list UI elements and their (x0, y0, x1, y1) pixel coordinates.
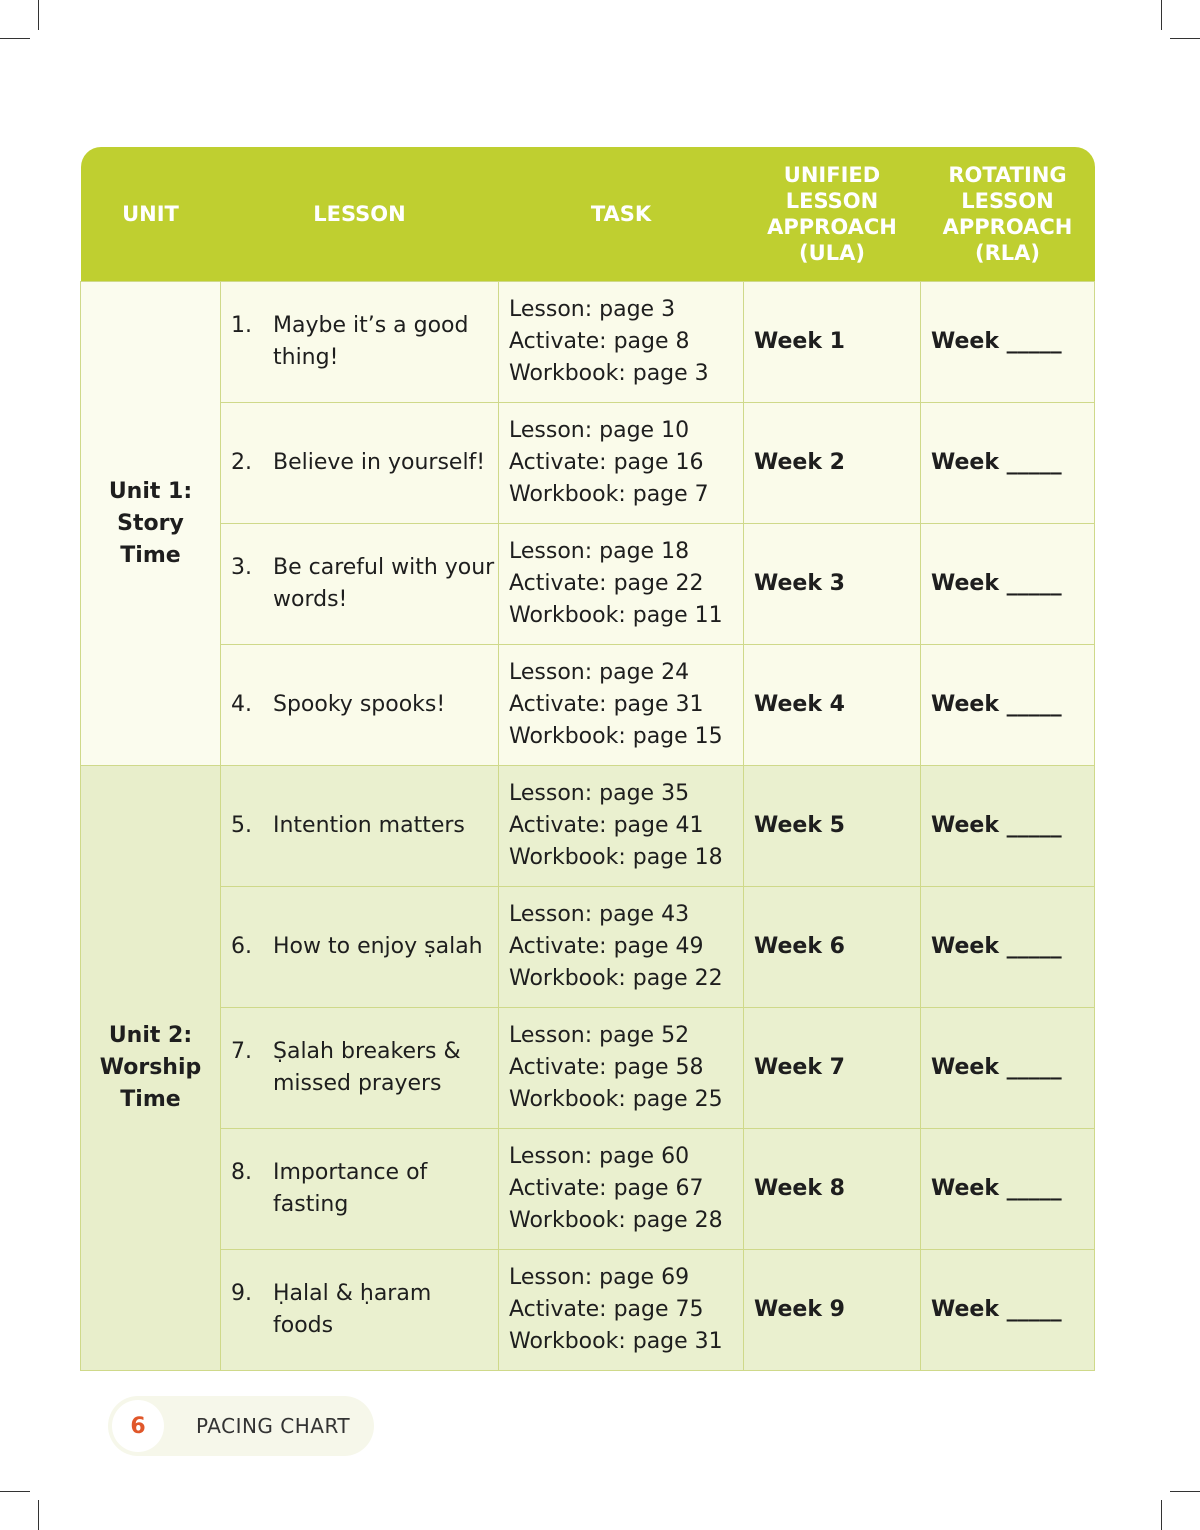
crop-mark (38, 0, 39, 30)
crop-mark (1170, 38, 1200, 39)
task-line: Workbook: page 11 (509, 603, 723, 628)
ula-week: Week 4 (744, 645, 921, 766)
task-line: Workbook: page 7 (509, 482, 709, 507)
task-cell (499, 403, 744, 524)
crop-mark (0, 1491, 30, 1492)
pacing-chart-table-wrap (80, 147, 1094, 1371)
unit-label: Unit 2: Worship Time (81, 766, 221, 1371)
task-line: Workbook: page 18 (509, 845, 723, 870)
task-line: Activate: page 16 (509, 450, 704, 475)
task-line: Workbook: page 3 (509, 361, 709, 386)
header-ula: UNIFIED LESSON APPROACH (ULA) (744, 147, 921, 282)
ula-week: Week 8 (744, 1129, 921, 1250)
table-row (81, 1008, 1095, 1129)
header-task: TASK (499, 147, 744, 282)
lesson-title: Ḥalal & ḥaram foods (273, 1281, 432, 1338)
task-line: Lesson: page 24 (509, 660, 690, 685)
table-body (81, 282, 1095, 1371)
table-row (81, 524, 1095, 645)
lesson-cell (221, 1129, 499, 1250)
lesson-number: 5. (231, 813, 252, 838)
task-cell (499, 766, 744, 887)
task-cell (499, 524, 744, 645)
lesson-cell (221, 524, 499, 645)
lesson-cell (221, 282, 499, 403)
ula-week: Week 6 (744, 887, 921, 1008)
table-row (81, 1129, 1095, 1250)
task-line: Activate: page 67 (509, 1176, 704, 1201)
lesson-title: Be careful with your words! (273, 555, 495, 612)
lesson-number: 2. (231, 450, 252, 475)
lesson-title: Importance of fasting (273, 1160, 428, 1217)
task-line: Activate: page 75 (509, 1297, 704, 1322)
lesson-cell (221, 645, 499, 766)
ula-week: Week 1 (744, 282, 921, 403)
task-line: Activate: page 22 (509, 571, 704, 596)
task-line: Activate: page 31 (509, 692, 704, 717)
rla-week: Week _____ (921, 282, 1095, 403)
ula-week: Week 9 (744, 1250, 921, 1371)
task-line: Lesson: page 60 (509, 1144, 690, 1169)
task-line: Activate: page 41 (509, 813, 704, 838)
lesson-cell (221, 1008, 499, 1129)
task-line: Lesson: page 35 (509, 781, 690, 806)
task-line: Workbook: page 22 (509, 966, 723, 991)
crop-mark (0, 38, 30, 39)
task-cell (499, 645, 744, 766)
task-line: Lesson: page 3 (509, 297, 676, 322)
task-line: Lesson: page 10 (509, 418, 690, 443)
ula-week: Week 2 (744, 403, 921, 524)
task-line: Workbook: page 28 (509, 1208, 723, 1233)
rla-week: Week _____ (921, 1008, 1095, 1129)
crop-mark (38, 1500, 39, 1530)
lesson-title: Ṣalah breakers & missed prayers (273, 1039, 461, 1096)
rla-week: Week _____ (921, 1250, 1095, 1371)
lesson-cell (221, 403, 499, 524)
lesson-number: 4. (231, 692, 252, 717)
task-line: Lesson: page 69 (509, 1265, 690, 1290)
lesson-number: 9. (231, 1281, 252, 1306)
header-rla: ROTATING LESSON APPROACH (RLA) (921, 147, 1095, 282)
rla-week: Week _____ (921, 766, 1095, 887)
ula-week: Week 3 (744, 524, 921, 645)
task-cell (499, 1008, 744, 1129)
lesson-number: 7. (231, 1039, 252, 1064)
rla-week: Week _____ (921, 524, 1095, 645)
task-line: Lesson: page 18 (509, 539, 690, 564)
task-cell (499, 1250, 744, 1371)
table-row (81, 282, 1095, 403)
page-number: 6 (112, 1400, 164, 1452)
table-row (81, 645, 1095, 766)
task-cell (499, 282, 744, 403)
rla-week: Week _____ (921, 1129, 1095, 1250)
page-footer (108, 1396, 374, 1456)
rla-week: Week _____ (921, 645, 1095, 766)
lesson-number: 8. (231, 1160, 252, 1185)
task-line: Workbook: page 31 (509, 1329, 723, 1354)
lesson-number: 3. (231, 555, 252, 580)
task-cell (499, 887, 744, 1008)
lesson-number: 6. (231, 934, 252, 959)
pacing-chart-table (80, 147, 1095, 1371)
task-line: Lesson: page 43 (509, 902, 690, 927)
rla-week: Week _____ (921, 403, 1095, 524)
lesson-title: Believe in yourself! (273, 450, 486, 475)
table-row (81, 887, 1095, 1008)
task-cell (499, 1129, 744, 1250)
lesson-title: How to enjoy ṣalah (273, 934, 483, 959)
lesson-cell (221, 766, 499, 887)
header-unit: UNIT (81, 147, 221, 282)
crop-mark (1161, 1500, 1162, 1530)
ula-week: Week 7 (744, 1008, 921, 1129)
unit-label: Unit 1: Story Time (81, 282, 221, 766)
task-line: Lesson: page 52 (509, 1023, 690, 1048)
lesson-title: Intention matters (273, 813, 465, 838)
task-line: Workbook: page 25 (509, 1087, 723, 1112)
table-row (81, 766, 1095, 887)
lesson-title: Maybe it’s a good thing! (273, 313, 469, 370)
ula-week: Week 5 (744, 766, 921, 887)
table-row (81, 403, 1095, 524)
header-row (81, 147, 1095, 282)
lesson-cell (221, 1250, 499, 1371)
task-line: Activate: page 8 (509, 329, 690, 354)
rla-week: Week _____ (921, 887, 1095, 1008)
crop-mark (1170, 1491, 1200, 1492)
lesson-title: Spooky spooks! (273, 692, 446, 717)
lesson-number: 1. (231, 313, 252, 338)
table-row (81, 1250, 1095, 1371)
header-lesson: LESSON (221, 147, 499, 282)
lesson-cell (221, 887, 499, 1008)
footer-label: PACING CHART (196, 1414, 351, 1438)
task-line: Activate: page 58 (509, 1055, 704, 1080)
task-line: Workbook: page 15 (509, 724, 723, 749)
crop-mark (1161, 0, 1162, 30)
task-line: Activate: page 49 (509, 934, 704, 959)
